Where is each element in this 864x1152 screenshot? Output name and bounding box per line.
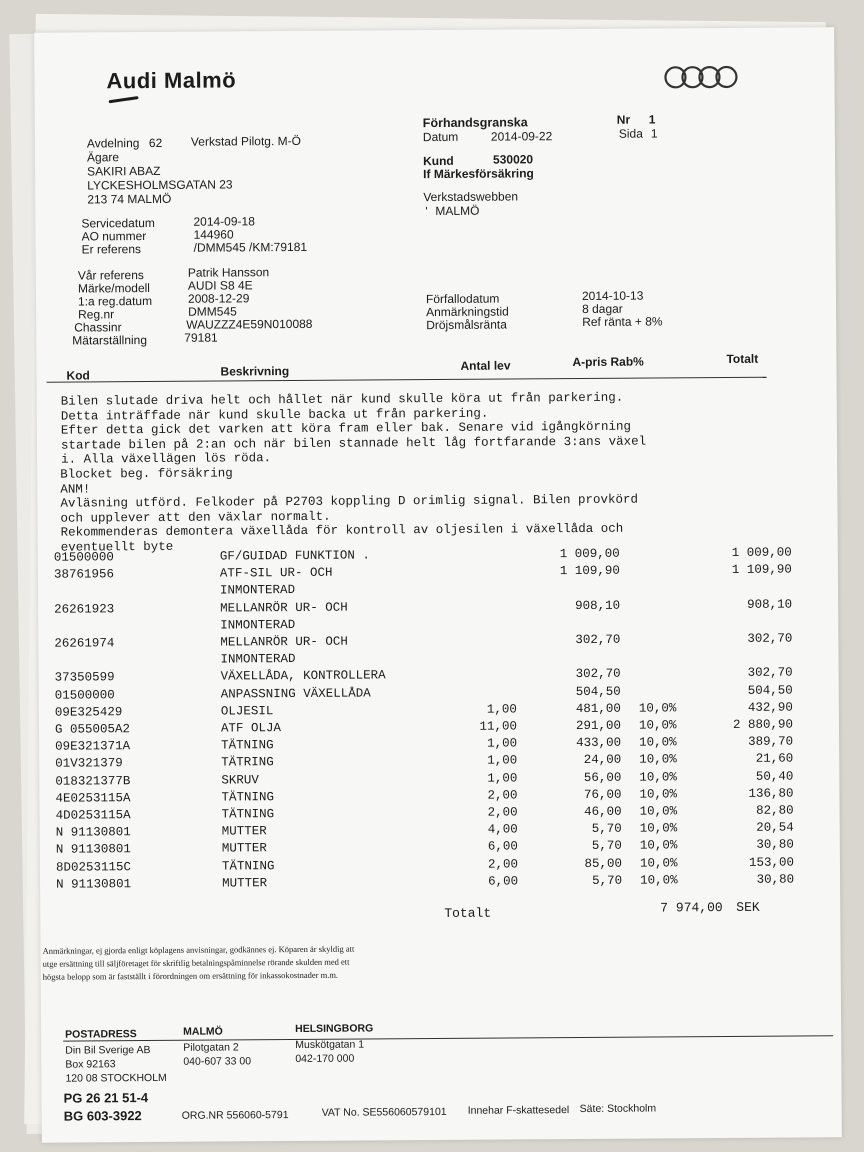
footer-vat: VAT No. SE556060579101 — [321, 1105, 447, 1119]
customer-city: 213 74 MALMÖ — [87, 191, 172, 207]
footer-fskatt: Innehar F-skattesedel — [467, 1104, 570, 1117]
line-quantity: 11,00 — [479, 719, 518, 734]
line-description: MUTTER — [221, 824, 267, 839]
forfall-label: Förfallodatum — [425, 291, 500, 307]
remark-line: Detta inträffade när kund skulle backa ut från parkering. — [60, 406, 489, 424]
line-total: 30,80 — [756, 872, 795, 887]
line-unit-price: 302,70 — [575, 632, 621, 648]
remark-line: Rekommenderas demontera växellåda för kontroll av oljesilen i växellåda och — [60, 522, 624, 541]
line-code: 09E321371A — [55, 739, 131, 754]
line-discount: 10,0% — [639, 855, 678, 871]
line-unit-price: 291,00 — [575, 718, 622, 734]
line-discount: 10,0% — [639, 735, 677, 750]
verkstad: Verkstad Pilotg. M-Ö — [190, 133, 301, 149]
kund-value: 530020 — [492, 152, 534, 167]
er-value: /DMM545 /KM:79181 — [193, 239, 308, 255]
servicedatum-label: Servicedatum — [81, 215, 155, 231]
line-code: 8D0253115C — [55, 859, 132, 875]
disclaimer-line: Anmärkningar, ej gjorda enligt köplagens anvisningar, godkännes ej. Köparen är skyldig att — [42, 943, 355, 956]
er-label: Er referens — [81, 242, 142, 257]
footer-hbg-line: Muskötgatan 1 — [295, 1038, 365, 1052]
line-discount: 10,0% — [639, 787, 678, 802]
drojs-value: Ref ränta + 8% — [582, 314, 663, 329]
line-total: 82,80 — [756, 803, 794, 818]
modell-value: AUDI S8 4E — [187, 278, 253, 293]
audi-rings-logo — [662, 64, 740, 91]
line-unit-price: 5,70 — [591, 839, 622, 854]
line-unit-price: 5,70 — [591, 821, 622, 837]
line-description: INMONTERAD — [219, 583, 296, 598]
matar-label: Mätarställning — [72, 333, 148, 348]
footer-postadress-line: Box 92163 — [65, 1058, 116, 1071]
line-total: 432,90 — [747, 700, 793, 715]
line-unit-price: 5,70 — [592, 873, 623, 888]
line-description: MELLANRÖR UR- OCH — [220, 634, 348, 650]
total-currency: SEK — [736, 899, 760, 915]
line-total: 302,70 — [747, 631, 793, 646]
line-total — [682, 580, 792, 581]
line-total: 504,50 — [747, 683, 793, 698]
footer-malmo-heading: MALMÖ — [183, 1025, 223, 1038]
line-code: 018321377B — [55, 773, 131, 789]
line-discount: 10,0% — [638, 701, 677, 716]
col-header-totalt: Totalt — [726, 351, 759, 366]
line-quantity: 4,00 — [487, 822, 518, 837]
line-description: ATF OLJA — [220, 721, 282, 736]
line-quantity: 2,00 — [487, 857, 518, 872]
regnr-value: DMM545 — [188, 304, 237, 319]
var-ref-label: Vår referens — [77, 268, 144, 283]
ao-label: AO nummer — [81, 229, 147, 244]
line-quantity — [406, 547, 516, 548]
sida-value: 1 — [650, 126, 658, 141]
chassi-label: Chassinr — [74, 320, 122, 335]
line-unit-price — [510, 581, 620, 582]
remark-line: i. Alla växellägen lös röda. — [61, 451, 272, 468]
footer-malmo-line: 040-607 33 00 — [183, 1055, 252, 1068]
line-total — [682, 614, 792, 615]
regnr-label: Reg.nr — [78, 307, 115, 322]
line-code: N 91130801 — [55, 825, 131, 840]
line-discount: 10,0% — [640, 873, 678, 888]
brand-underline — [109, 96, 139, 103]
line-description: ATF-SIL UR- OCH — [219, 565, 333, 581]
line-total: 1 109,90 — [731, 562, 792, 578]
drojs-label: Dröjsmålsränta — [426, 317, 507, 333]
insurer: If Märkesförsäkring — [423, 166, 534, 182]
line-total: 2 880,90 — [732, 717, 794, 732]
line-code: 01V321379 — [55, 756, 123, 772]
ao-value: 144960 — [193, 227, 234, 242]
workshop-mark: ' — [425, 204, 428, 219]
servicedatum-value: 2014-09-18 — [193, 214, 255, 229]
line-code: 01500000 — [53, 550, 114, 565]
line-description: ANPASSNING VÄXELLÅDA — [220, 686, 371, 702]
line-code: 4D0253115A — [55, 808, 131, 823]
col-header-beskrivning: Beskrivning — [220, 364, 290, 379]
line-total — [682, 649, 792, 650]
footer-sate: Säte: Stockholm — [579, 1102, 657, 1116]
line-total: 20,54 — [756, 820, 794, 835]
line-unit-price: 56,00 — [583, 770, 622, 785]
line-unit-price: 76,00 — [583, 787, 622, 802]
footer-rule — [63, 1035, 833, 1041]
line-description: MELLANRÖR UR- OCH — [220, 600, 348, 616]
footer-postadress-line: Din Bil Sverige AB — [65, 1044, 151, 1057]
line-total: 30,80 — [756, 837, 794, 853]
line-discount: 10,0% — [639, 838, 678, 853]
line-quantity — [406, 599, 516, 600]
footer-orgnr: ORG.NR 556060-5791 — [181, 1109, 289, 1122]
col-header-apris: A-pris Rab% — [572, 354, 644, 370]
line-unit-price: 46,00 — [584, 804, 622, 819]
line-description: SKRUV — [221, 772, 259, 788]
line-quantity: 2,00 — [487, 788, 518, 803]
chassi-value: WAUZZZ4E59N010088 — [186, 316, 313, 332]
line-description: GF/GUIDAD FUNKTION . — [219, 548, 370, 564]
line-unit-price: 1 109,90 — [559, 563, 620, 579]
line-unit-price — [510, 616, 620, 617]
line-description: OLJESIL — [220, 703, 274, 719]
line-total: 389,70 — [748, 734, 794, 750]
line-quantity: 2,00 — [487, 805, 518, 820]
line-description: TÄTNING — [221, 789, 275, 805]
line-total: 153,00 — [748, 855, 794, 870]
header-rule — [47, 377, 767, 383]
invoice-document — [34, 27, 842, 1143]
regdatum-label: 1:a reg.datum — [77, 293, 153, 309]
footer-postadress-heading: POSTADRESS — [65, 1028, 137, 1041]
line-unit-price: 504,50 — [575, 684, 621, 699]
modell-label: Märke/modell — [77, 281, 150, 296]
agare-label: Ägare — [86, 150, 120, 165]
line-code: N 91130801 — [56, 876, 132, 892]
line-quantity — [407, 668, 517, 669]
remark-line: och upplever att den växlar normalt. — [60, 509, 331, 526]
line-quantity: 6,00 — [487, 839, 518, 855]
line-discount: 10,0% — [639, 752, 677, 767]
line-quantity — [406, 651, 516, 652]
line-quantity: 1,00 — [487, 771, 518, 786]
col-header-antal: Antal lev — [460, 358, 511, 373]
line-total: 21,60 — [755, 751, 794, 767]
line-unit-price: 433,00 — [576, 735, 622, 751]
anm-value: 8 dagar — [582, 301, 623, 316]
datum-label: Datum — [422, 129, 459, 145]
remark-line: Bilen slutade driva helt och hållet när kund skulle köra ut från parkering. — [60, 390, 624, 409]
line-total: 302,70 — [747, 665, 793, 681]
line-discount: 10,0% — [638, 718, 677, 733]
remark-line: eventuellt byte — [60, 539, 174, 555]
avdelning-label: Avdelning — [86, 136, 140, 151]
line-description: TÄTNING — [221, 858, 275, 874]
line-quantity: 1,00 — [487, 736, 518, 751]
remark-line: startade bilen på 2:an och när bilen stannade helt låg fortfarande 3:ans växel — [60, 434, 647, 453]
workshop-label: Verkstadswebben — [423, 189, 519, 205]
line-quantity — [406, 633, 516, 634]
nr-value: 1 — [648, 112, 656, 127]
line-quantity: 6,00 — [488, 874, 519, 889]
footer-hbg-heading: HELSINGBORG — [295, 1022, 374, 1036]
sida-label: Sida — [618, 126, 643, 141]
workshop-city: MALMÖ — [435, 203, 480, 219]
line-description: TÄTNING — [221, 807, 275, 822]
line-unit-price: 1 009,00 — [559, 546, 620, 562]
line-unit-price — [510, 650, 620, 651]
total-value: 7 974,00 — [660, 900, 723, 916]
line-description: MUTTER — [222, 875, 268, 891]
remark-line: Efter detta gick det varken att köra fram eller bak. Senare vid igångkörning — [60, 419, 632, 438]
remark-line: ANM! — [60, 482, 91, 497]
line-code: 09E325429 — [54, 705, 123, 720]
line-code: 37350599 — [54, 670, 115, 686]
line-total: 136,80 — [748, 786, 794, 801]
footer-bg: BG 603-3922 — [63, 1108, 142, 1124]
footer-hbg-line: 042-170 000 — [295, 1052, 355, 1066]
doc-title: Förhandsgranska — [422, 115, 528, 131]
line-discount: 10,0% — [639, 769, 677, 785]
line-description: INMONTERAD — [220, 652, 296, 667]
nr-label: Nr — [616, 112, 631, 127]
col-header-kod: Kod — [66, 368, 90, 383]
line-description: INMONTERAD — [220, 617, 296, 633]
remark-line: Avläsning utförd. Felkoder på P2703 koppling D orimlig signal. Bilen provkörd — [60, 492, 639, 511]
line-code: 01500000 — [54, 687, 115, 703]
line-unit-price: 24,00 — [583, 753, 622, 768]
line-quantity: 1,00 — [487, 753, 518, 769]
brand-name: Audi Malmö — [106, 67, 237, 94]
kund-label: Kund — [422, 153, 454, 169]
remark-line: Blocket beg. försäkring — [60, 466, 233, 482]
var-ref-value: Patrik Hansson — [187, 265, 270, 280]
footer-malmo-line: Pilotgatan 2 — [183, 1041, 239, 1054]
line-code: 26261923 — [54, 601, 115, 617]
line-quantity — [406, 565, 516, 566]
line-quantity — [406, 616, 516, 617]
line-quantity — [406, 582, 516, 583]
customer-street: LYCKESHOLMSGATAN 23 — [87, 177, 233, 193]
footer-postadress-line: 120 08 STOCKHOLM — [65, 1071, 167, 1085]
line-quantity — [407, 685, 517, 686]
disclaimer-line: utge ersättning till säljföretaget för skriftlig betalningspåminnelse rörande skulden med ett — [42, 956, 350, 969]
line-description: MUTTER — [221, 841, 267, 856]
line-code: N 91130801 — [55, 842, 131, 858]
line-discount: 10,0% — [639, 821, 678, 836]
line-unit-price: 908,10 — [575, 598, 621, 613]
line-description: TÄTRING — [221, 755, 274, 770]
regdatum-value: 2008-12-29 — [187, 291, 250, 306]
line-total: 908,10 — [747, 597, 793, 612]
line-unit-price: 302,70 — [575, 667, 621, 682]
anm-label: Anmärkningstid — [426, 304, 509, 320]
line-total: 50,40 — [755, 769, 794, 784]
customer-name: SAKIRI ABAZ — [87, 163, 161, 179]
line-unit-price: 481,00 — [575, 701, 621, 716]
line-description: TÄTNING — [221, 738, 274, 753]
line-code: 4E0253115A — [55, 790, 131, 806]
line-code: G 055005A2 — [54, 722, 131, 737]
matar-value: 79181 — [184, 330, 218, 345]
disclaimer-line: högsta belopp som är fastställt i förordningen om ersättning för inkassokostnader m.m. — [42, 969, 339, 982]
footer-pg: PG 26 21 51-4 — [63, 1090, 149, 1106]
line-discount: 10,0% — [639, 804, 678, 819]
datum-value: 2014-09-22 — [490, 129, 553, 144]
line-total: 1 009,00 — [731, 545, 792, 560]
avdelning-value: 62 — [148, 135, 163, 151]
line-unit-price: 85,00 — [584, 856, 622, 871]
line-description: VÄXELLÅDA, KONTROLLERA — [220, 668, 386, 684]
line-quantity: 1,00 — [486, 702, 517, 717]
total-label: Totalt — [444, 905, 492, 921]
line-code: 26261974 — [54, 636, 115, 651]
forfall-value: 2014-10-13 — [581, 288, 644, 303]
line-code: 38761956 — [53, 567, 114, 582]
